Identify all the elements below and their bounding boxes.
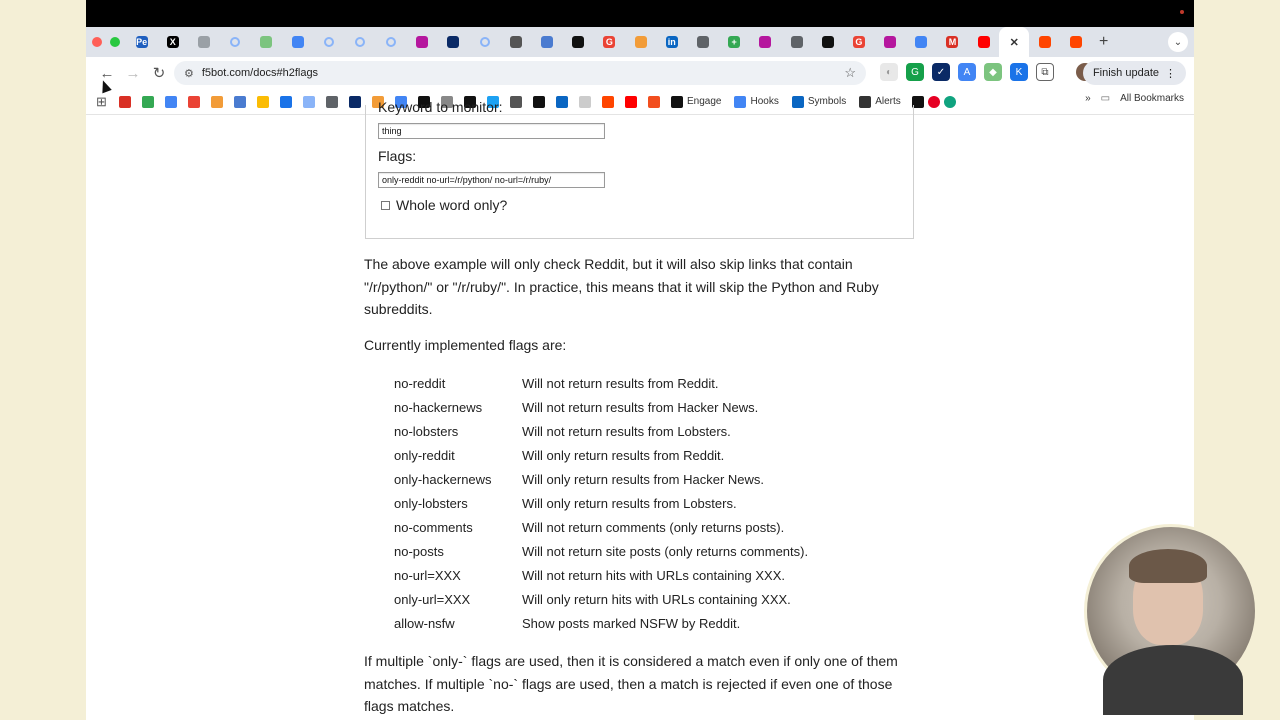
translate-icon	[915, 36, 927, 48]
gmail-icon[interactable]	[119, 93, 137, 111]
paragraph-line: "/r/python/" or "/r/ruby/". In practice, this means that it will skip the Python and Ruby	[364, 278, 879, 295]
window-controls	[92, 37, 120, 47]
reddit-icon	[1039, 36, 1051, 48]
flag-description: Will not return results from Hacker News.	[522, 399, 759, 415]
tab-22[interactable]	[812, 27, 843, 57]
flag-description: Will not return hits with URLs containing XXX.	[522, 568, 785, 584]
flag-name: only-reddit	[394, 447, 455, 463]
webcam-person-shirt	[1103, 645, 1243, 715]
tab-30[interactable]	[1060, 27, 1091, 57]
keyword-label: Keyword to monitor:	[378, 99, 503, 115]
n-icon	[572, 36, 584, 48]
tab-20[interactable]	[750, 27, 781, 57]
translate-icon[interactable]	[234, 93, 252, 111]
flags-label: Flags:	[378, 148, 417, 164]
flag-row	[394, 564, 808, 588]
flag-row	[394, 491, 808, 515]
flag-description: Will only return hits with URLs containing XXX.	[522, 592, 791, 608]
flag-row	[394, 540, 808, 564]
tab-10[interactable]	[438, 27, 469, 57]
flag-row	[394, 443, 808, 467]
x-icon: X	[167, 36, 179, 48]
flag-description: Show posts marked NSFW by Reddit.	[522, 616, 741, 632]
green-extension-icon[interactable]: ◆	[984, 63, 1002, 81]
tab-2[interactable]	[188, 27, 219, 57]
loading-icon	[198, 36, 210, 48]
bookmark-label: Hooks	[750, 96, 779, 107]
tab-search-chevron-icon[interactable]: ⌄	[1168, 32, 1188, 52]
flag-row	[394, 612, 808, 636]
extension-icon[interactable]: ◐	[880, 63, 898, 81]
new-tab-button[interactable]: +	[1098, 33, 1109, 50]
bookmarks-right	[1085, 93, 1184, 104]
docs-icon	[292, 36, 304, 48]
plus-icon: +	[728, 36, 740, 48]
bookmark-favicon	[257, 96, 269, 108]
flag-name: no-url=XXX	[394, 568, 461, 584]
flag-name: only-hackernews	[394, 471, 492, 487]
flag-name: only-lobsters	[394, 496, 468, 512]
tab-24[interactable]	[875, 27, 906, 57]
tab-11[interactable]	[469, 27, 500, 57]
flag-description: Will not return results from Lobsters.	[522, 423, 731, 439]
tab-14[interactable]	[563, 27, 594, 57]
tab-17[interactable]	[656, 27, 687, 57]
ring-icon	[480, 37, 490, 47]
tab-12[interactable]	[500, 27, 531, 57]
calendar-icon[interactable]	[165, 93, 183, 111]
bookmark-favicon	[234, 96, 246, 108]
bookmark-favicon	[280, 96, 292, 108]
check-extension-icon[interactable]: ✓	[932, 63, 950, 81]
flags-table	[394, 371, 808, 636]
flag-name: no-lobsters	[394, 423, 459, 439]
flag-name: no-comments	[394, 520, 473, 536]
ring-icon	[230, 37, 240, 47]
bookmark-favicon	[326, 96, 338, 108]
tab-3[interactable]	[220, 27, 251, 57]
hex-icon	[884, 36, 896, 48]
extensions-row	[880, 63, 1094, 81]
tab-23[interactable]	[843, 27, 874, 57]
flag-description: Will not return results from Reddit.	[522, 375, 719, 391]
orange-icon	[635, 36, 647, 48]
tab-8[interactable]	[376, 27, 407, 57]
ring-icon[interactable]	[303, 93, 321, 111]
tab-29[interactable]	[1029, 27, 1060, 57]
close-window-button[interactable]	[92, 37, 102, 47]
analytics-icon[interactable]	[280, 93, 298, 111]
tab-strip	[86, 27, 1194, 57]
maps-icon[interactable]	[188, 93, 206, 111]
tab-16[interactable]	[625, 27, 656, 57]
webcam-overlay	[1084, 524, 1258, 698]
flag-description: Will only return results from Lobsters.	[522, 496, 737, 512]
green-icon	[260, 36, 272, 48]
flags-heading: Currently implemented flags are:	[364, 337, 567, 353]
flag-row	[394, 588, 808, 612]
tab-5[interactable]	[282, 27, 313, 57]
whole-word-checkbox[interactable]	[381, 201, 390, 210]
tab-25[interactable]	[906, 27, 937, 57]
ads-icon[interactable]	[257, 93, 275, 111]
globe-icon	[541, 36, 553, 48]
tab-27[interactable]	[968, 27, 999, 57]
flag-description: Will only return results from Hacker News.	[522, 471, 764, 487]
finish-update-button[interactable]	[1083, 61, 1186, 85]
bookmark-label: Engage	[687, 96, 722, 107]
gmail-icon: M	[946, 36, 958, 48]
tab-13[interactable]	[531, 27, 562, 57]
forward-arrow-icon[interactable]: →	[125, 64, 141, 82]
keyword-input[interactable]: thing	[378, 123, 605, 139]
bookmark-favicon	[349, 96, 361, 108]
wifi-icon[interactable]	[326, 93, 344, 111]
site-settings-icon[interactable]: ⚙	[184, 67, 194, 80]
flag-row	[394, 371, 808, 395]
blue-extension-icon[interactable]: A	[958, 63, 976, 81]
bookmark-extra-icons	[912, 93, 956, 111]
youtube-icon	[978, 36, 990, 48]
left-background	[0, 0, 86, 720]
bookmark-label: Alerts	[875, 96, 901, 107]
tab-6[interactable]	[313, 27, 344, 57]
google-icon: G	[853, 36, 865, 48]
bars-icon	[822, 36, 834, 48]
wifi-icon	[791, 36, 803, 48]
bookmark-favicon	[188, 96, 200, 108]
multiple-flags-paragraph	[364, 650, 924, 718]
flag-name: no-posts	[394, 544, 444, 560]
tab-7[interactable]	[344, 27, 375, 57]
bookmark-favicon	[165, 96, 177, 108]
finish-update-label: Finish update	[1092, 67, 1159, 79]
paragraph-line: matches. If multiple `no-` flags are used, then a match is rejected if even one of those	[364, 675, 893, 692]
paragraph-line: If multiple `only-` flags are used, then it is considered a match even if only one of them	[364, 653, 898, 669]
webcam-person-hair	[1129, 549, 1207, 583]
bookmark-favicon	[303, 96, 315, 108]
google-icon: G	[603, 36, 615, 48]
all-bookmarks-link[interactable]: All Bookmarks	[1120, 93, 1184, 104]
close-tab-icon: ✕	[1009, 36, 1019, 49]
tab-4[interactable]	[251, 27, 282, 57]
title-bar	[86, 0, 1194, 27]
recording-dot	[1180, 10, 1184, 14]
flag-description: Will only return results from Reddit.	[522, 447, 725, 463]
flag-row	[394, 516, 808, 540]
browser-window	[86, 0, 1194, 720]
apps-grid-icon[interactable]: ⊞	[96, 93, 107, 109]
paragraph-line: subreddits.	[364, 301, 433, 317]
tab-0[interactable]	[126, 27, 157, 57]
grammarly-icon[interactable]: G	[906, 63, 924, 81]
tab-19[interactable]	[719, 27, 750, 57]
hex-icon	[416, 36, 428, 48]
flag-description: Will not return comments (only returns posts).	[522, 520, 785, 536]
openai-icon[interactable]	[944, 96, 956, 108]
maximize-window-button[interactable]	[110, 37, 120, 47]
pe-icon: Pe	[136, 37, 148, 47]
more-bookmarks-icon[interactable]: »	[1085, 93, 1091, 104]
flag-row	[394, 395, 808, 419]
paragraph-line: flags matches.	[364, 698, 455, 714]
check-icon	[447, 36, 459, 48]
bookmark-star-icon[interactable]: ☆	[844, 65, 856, 80]
back-arrow-icon[interactable]: ←	[99, 64, 115, 82]
example-paragraph	[364, 253, 924, 321]
bookmark-label: Symbols	[807, 96, 847, 107]
whole-word-label: Whole word only?	[396, 197, 508, 213]
linkedin-icon: in	[667, 37, 676, 47]
tab-21[interactable]	[781, 27, 812, 57]
tab-26[interactable]	[937, 27, 968, 57]
flags-input[interactable]: only-reddit no-url=/r/python/ no-url=/r/ruby/	[378, 172, 605, 188]
reload-icon[interactable]: ↻	[152, 65, 166, 82]
ring-icon	[386, 37, 396, 47]
book-icon	[510, 36, 522, 48]
ring-icon	[324, 37, 334, 47]
chrome-icon[interactable]	[211, 93, 229, 111]
address-bar[interactable]	[174, 61, 866, 85]
flag-description: Will not return site posts (only returns comments).	[522, 544, 809, 560]
bookmark-favicon	[119, 96, 131, 108]
tab-28[interactable]	[999, 27, 1029, 57]
puzzle-icon[interactable]: ⧉	[1036, 63, 1054, 81]
tab-9[interactable]	[407, 27, 438, 57]
flag-name: no-hackernews	[394, 399, 483, 415]
wifi-icon	[697, 36, 709, 48]
flag-name: no-reddit	[394, 375, 446, 391]
browser-toolbar	[86, 57, 1194, 89]
drive-icon[interactable]	[142, 93, 160, 111]
pinterest-icon[interactable]	[928, 96, 940, 108]
hex-icon	[759, 36, 771, 48]
paragraph-line: The above example will only check Reddit, but it will also skip links that contain	[364, 256, 853, 272]
flag-row	[394, 467, 808, 491]
url-text: f5bot.com/docs#h2flags	[201, 67, 319, 79]
flag-row	[394, 419, 808, 443]
tab-list	[126, 27, 1092, 57]
reddit-icon	[1070, 36, 1082, 48]
tab-15[interactable]	[594, 27, 625, 57]
bookmark-favicon	[211, 96, 223, 108]
bookmark-favicon	[142, 96, 154, 108]
ring-icon	[355, 37, 365, 47]
square-extension-icon[interactable]: K	[1010, 63, 1028, 81]
flag-name: allow-nsfw	[394, 616, 455, 632]
tab-18[interactable]	[687, 27, 718, 57]
flag-name: only-url=XXX	[394, 592, 471, 608]
folder-icon[interactable]: ▭	[1100, 93, 1111, 104]
kebab-menu-icon[interactable]: ⋮	[1165, 67, 1176, 80]
tab-1[interactable]	[157, 27, 188, 57]
